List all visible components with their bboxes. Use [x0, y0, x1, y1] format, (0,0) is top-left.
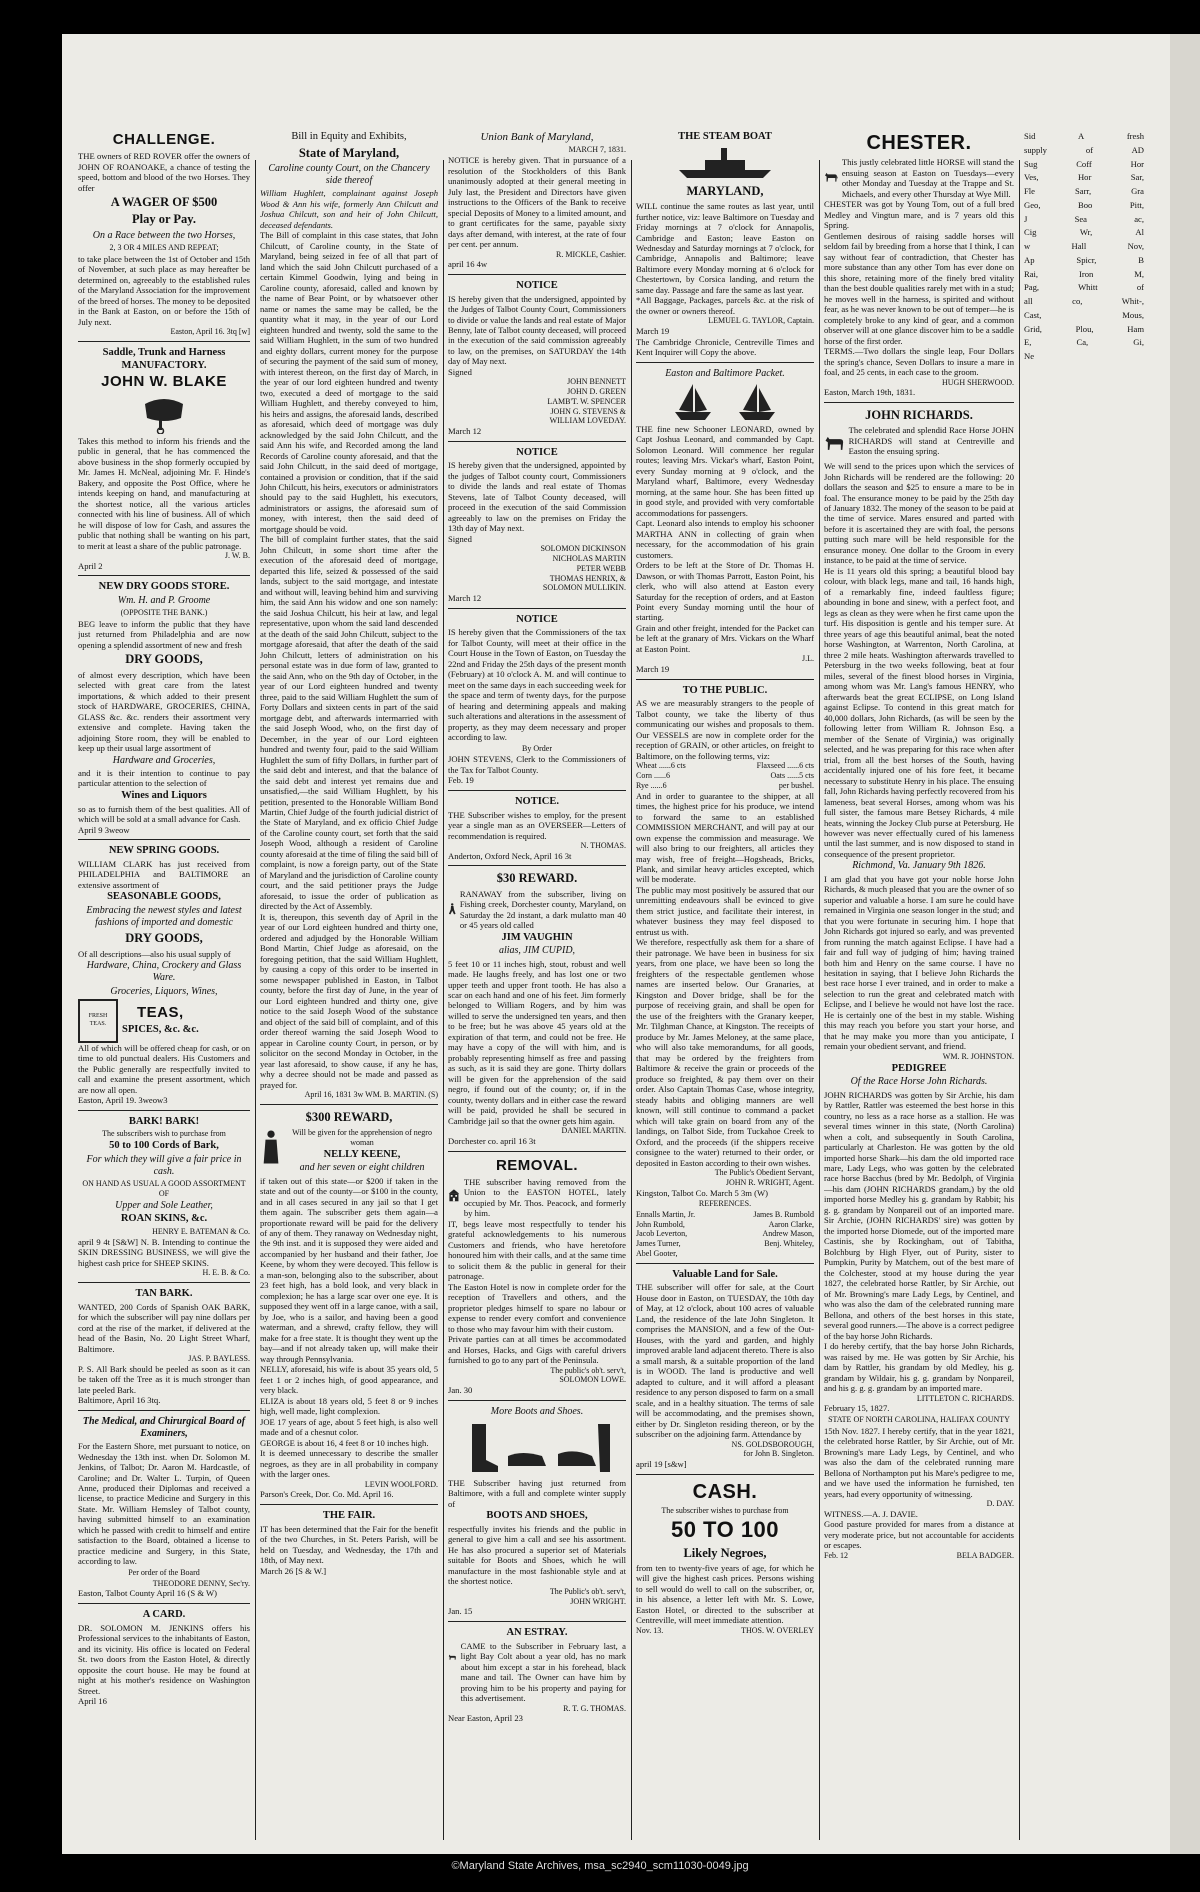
ad-signature: JAS. P. BAYLESS.	[188, 1353, 250, 1363]
freight-rate-row	[636, 781, 814, 791]
ad-text: april 9 4t [S&W] N. B. Intending to continue the SKIN DRESSING BUSINESS, we will give the highest cash price for SHEEP SKINS.	[78, 1236, 250, 1268]
ad-title: $30 REWARD.	[496, 871, 578, 886]
figure-icon	[260, 1127, 282, 1167]
ad-name: JIM VAUGHIN	[501, 931, 573, 943]
ad-subhead: Wines and Liquors	[121, 789, 207, 801]
removal-header	[448, 1177, 626, 1219]
ad-text: The bill of complaint further states, that the said John Chilcutt, in some short time after the execution of the aforesaid deed of mortgage, departed this life, seized & possessed of the said lands, subject to the said mortgage, and intestate and without will, leaving behind him and surviving him, the said Ann his widow and one son namely: the said Joshua Chilcutt, his heir at law, and legal representative, upon whom the said land descended at the death of the said John Chilcutt, subject to the mortgage aforesaid, that after the death of the said John Chilcutt, letters of administration on his personal estate was in due form of law, granted to the said Ann, who on the 9th day of October, in the year of our Lord eighteen hundred and twenty three, paid to the said William Hughlett the sum of Forty Dollars and sixteen cents in part of the said mortgage debt, and afterwards intermarried with the said Joseph Wood, who, on the first day of December, in the year of our Lord eighteen hundred and twenty four, paid to the said William Hughlett the sum of fifty Dollars, in further part of the said debt and interest, and that the balance of the said debt and interest yet remains due and unsatisfied,—the said William Hughlett, by his petition, presented to the Honorable William Bond Martin, Chief Judge of the fourth judicial district of the State of Maryland, and ex officio Chief Judge of the Caroline county court, set forth that the said Joseph Wood, although a resident of Caroline county aforesaid at the time of filing the said bill of complaint, is now a foreign party, out of the State of Maryland and the jurisdiction of Caroline county court, and the said petitioner prays the Judge aforesaid, to issue the order of publication as directed by the Act of Assembly.	[260, 534, 438, 912]
ad-date: Nov. 13.	[636, 1625, 664, 1635]
archive-credit: ©Maryland State Archives, msa_sc2940_scm11030-0049.jpg	[451, 1860, 749, 1872]
ad-subhead: REFERENCES.	[698, 1199, 752, 1209]
column-6-partial	[1024, 130, 1144, 1835]
ad-name: MARYLAND,	[686, 183, 764, 198]
ad-signature: J. W. B.	[224, 551, 250, 561]
reference-name: Jacob Leverton,	[636, 1229, 688, 1239]
card-ad	[78, 1609, 250, 1711]
ad-text: It is deemed unnecessary to describe the smaller negroes, as they are in all probability in company with the larger ones.	[260, 1448, 438, 1480]
ad-signature: DANIEL MARTIN.	[561, 1126, 626, 1136]
ad-text: The public may most positively be assured that our unremitting endeavours shall be evinced to give them strict justice, and facilitate their interest, in whatever business they may feel disposed to entrust us with.	[636, 884, 814, 937]
ad-text: Private parties can at all times be accommodated and Horses, Hacks, and Gigs with careful drivers furnished to go to any part of the Peninsula.	[448, 1334, 626, 1366]
ad-signature: SOLOMON LOWE.	[559, 1375, 626, 1385]
ad-subhead: 2, 3 OR 4 MILES AND REPEAT;	[109, 242, 219, 252]
ad-text: CAME to the Subscriber in February last, a light Bay Colt about a year old, has no mark about him except a star in his forehead, black mane and tail. The Owner can have him by proving him to be his property and paying for this advertisement.	[460, 1640, 626, 1704]
ad-subhead: and her seven or eight children	[299, 1162, 425, 1174]
ad-date: February 15, 1827.	[824, 1403, 890, 1414]
reference-name: Andrew Mason,	[762, 1229, 814, 1239]
ad-text: I am glad that you have got your noble horse John Richards, & much pleased that you are the owner of so superior and valuable a horse. I am sure he could have remained in Virginia one season longer in the stud; and that you were fortunate in securing him. I hope that John Richards got injured so early, and was prevented from running the match against Eclipse. I have had a fair and full way of judging of him; having trained both him and Henry on the same course. I have no hesitation in saying, that I believe John Richards the best race horse I ever trained, and in order to make a selection to run the great and celebrated match with Eclipse, and I believe he would not have lost the race. He is certainly one of the best in my stable. Wishing this may reach you before you start your horse, and that he may make you more than you anticipate, I remain your obedient servant, and friend.	[824, 873, 1014, 1052]
column-3	[448, 130, 626, 1835]
ad-title: $300 REWARD,	[305, 1109, 393, 1124]
ad-text: GEORGE is about 16, 4 feet 8 or 10 inches high.	[260, 1437, 429, 1448]
ad-headline: TEAS,	[137, 1004, 184, 1022]
ad-subhead: For which they will give a fair price in cash.	[86, 1153, 242, 1178]
chester-header	[824, 157, 1014, 199]
reference-row	[636, 1220, 814, 1230]
rate-cell: Wheat ......6 cts	[636, 761, 686, 771]
ad-text: CHESTER was got by Young Tom, out of a full bred Medley and Vingtun mare, and is 7 years old this Spring.	[824, 199, 1014, 231]
ad-text: JOHN RICHARDS was gotten by Sir Archie, his dam by Rattler, Rattler was esteemed the best horse in this country, no less as a race horse as a stallion. He was several times winner in this state, (North Carolina) when a colt, and subsequently in South Carolina, particularly at Charleston. He was gotten by the old imported horse Shark—his dam the old imported race mare, Lady Legs, who was gotten by the celebrated race horse Bacchus (bred by Mr. Bedolph, of Virginia—his dam (JOHN RICHARDS grandam,) by the old imported horse Medley his g. grandam by Rabbit; his g. g. grandam by Nonpareil out of an imported mare. Sir Archie, (JOHN RICHARDS' sire) was gotten by the imported horse Diomede, out of the imported mare Castinis, she by Rockingham, out of Tabitha, Bolchburg by High Flyer, out of Purity, sister to Pumpkin, Purity by Matchem, out of the best mare of the Colchester, stood at my house during the year 1827, the celebrated horse Rattler, by Sir Archie, out of Mr. Browning's mare Lady Legs, by Centinel, and who was also the dam of the celebrated running mare Bellona, and others of the best horses in this state, several good runners.—The above is a correct pedigree of the bay horse John Richards.	[824, 1089, 1014, 1341]
ad-text: For the Eastern Shore, met pursuant to notice, on Wednesday the 13th inst. when Dr. Solomon M. Jenkins, of Talbot; Dr. Aaron M. Hardcastle, of Caroline; and Dr. Walter L. Turpin, of Queen Anne, produced their Diplomas and received a license, to practice Medicine and Surgery in this State. Mr. William Hemsley of Talbot county, having submitted himself to an examination which he passed with credit to himself and entire satisfaction to the Board, obtained a license to practice medicine and Surgery, in this State, according to law.	[78, 1441, 250, 1567]
ad-date: April 9 3weow	[78, 824, 130, 835]
ad-text: ELIZA is about 18 years old, 5 feet 8 or 9 inches high, well made, light complexion.	[260, 1395, 438, 1417]
ad-title: Saddle, Trunk and Harness MANUFACTORY.	[102, 346, 226, 371]
ad-text: NOTICE is hereby given. That in pursuance of a resolution of the Stockholders of this Bank unanimously adopted at their general meeting in July last, the President and Directors have given instructions to the Officers of the Bank to receive special Deposits of Money to a limited amount, and to grant certificates for the same, payable sixty days after demand, with interest, at the rate of four per cent. per annum.	[448, 155, 626, 250]
ad-signature: THOS. W. OVERLEY	[741, 1625, 814, 1635]
ad-text: WILL continue the same routes as last year, until further notice, viz: leave Baltimore on Tuesday and Friday mornings at 7 o'clock for Annapolis, Cambridge and Easton; leave Easton on Wednesday and Saturday mornings at 7 o'clock, for Cambridge, Annapolis and Baltimore; leave Baltimore every Monday morning at 6 o'clock for Chestertown, by Corsica landing, and return the same day. Passage and fare the same as last year.	[636, 201, 814, 295]
ad-subhead: STATE OF NORTH CAROLINA, HALIFAX COUNTY	[828, 1414, 1010, 1424]
ad-signature: HUGH SHERWOOD.	[942, 377, 1014, 387]
tan-bark-ad	[78, 1288, 250, 1411]
ad-date: Baltimore, April 16 3tq.	[78, 1395, 161, 1406]
signer-name: NICHOLAS MARTIN	[552, 554, 626, 564]
ad-signature: JOHN R. WRIGHT, Agent.	[725, 1177, 814, 1187]
cash-ad	[636, 1480, 814, 1640]
schooner-illustration	[636, 382, 814, 422]
ad-text: P. S. All Bark should be peeled as soon as it can be taken off the Tree as it is much stronger than late peeled Bark.	[78, 1363, 250, 1395]
reference-name: James Turner,	[636, 1239, 681, 1249]
reward-header	[448, 889, 626, 931]
ad-subhead: Caroline county Court, on the Chancery side thereof	[268, 163, 430, 187]
medical-board-ad	[78, 1416, 250, 1604]
ad-date: Jan. 15	[448, 1606, 473, 1617]
ad-date: Easton, Talbot County April 16 (S & W)	[78, 1588, 217, 1599]
ad-title: Bill in Equity and Exhibits,	[291, 131, 407, 142]
ad-subhead: Embracing the newest styles and latest fashions of imported and domestic	[86, 905, 242, 929]
column-rule	[443, 160, 444, 1840]
ad-title: CASH.	[692, 1480, 758, 1503]
ad-date: Feb. 19	[448, 775, 474, 786]
ad-signature: R. T. G. THOMAS.	[563, 1703, 626, 1713]
ad-text: and it is their intention to continue to pay particular attention to the selection of	[78, 767, 250, 789]
nelly-keene-reward-ad	[260, 1110, 438, 1505]
ad-headline: SEASONABLE GOODS,	[107, 891, 221, 903]
ad-title: Union Bank of Maryland,	[480, 131, 594, 143]
ad-title: More Boots and Shoes.	[490, 1405, 584, 1417]
newspaper-sheet	[78, 130, 1146, 1835]
estray-header	[448, 1641, 626, 1704]
notice-stevens-ad	[448, 447, 626, 609]
ad-title: NEW DRY GOODS STORE.	[98, 581, 230, 593]
letter-dateline: Richmond, Va. January 9th 1826.	[852, 860, 986, 872]
ad-date: Easton, March 19th, 1831.	[824, 387, 916, 398]
signer-name: THOMAS HENRIX, &	[549, 573, 626, 583]
ad-text: to take place between the 1st of October and 15th of November, at such place as may hereafter be determined on, agreeably to the established rules of the Maryland Association for the improvement of the breed of horses. The money to be deposited in the Bank at Easton, on or before the 15th of July next.	[78, 253, 250, 327]
ad-date: Kingston, Talbot Co. March 5 3m (W)	[636, 1187, 768, 1198]
saddle-illustration	[78, 394, 250, 434]
ad-text: IT, begs leave most respectfully to tender his grateful acknowledgements to his numerous Customers and friends, who have heretofore honoured him with their calls, and at the same time to solicit them & the public in general for their patronage.	[448, 1218, 626, 1282]
ad-subhead: (OPPOSITE THE BANK.)	[120, 608, 208, 618]
ad-date: Anderton, Oxford Neck, April 16 3t	[448, 850, 572, 861]
ad-subhead: Of the Race Horse John Richards.	[850, 1076, 988, 1088]
john-richards-ad	[824, 408, 1014, 1565]
land-sale-ad	[636, 1269, 814, 1475]
ad-subhead: Groceries, Liquors, Wines,	[110, 985, 218, 997]
ad-date: april 16 4w	[448, 259, 488, 270]
ad-signature: LEVIN WOOLFORD.	[364, 1479, 438, 1489]
ad-title: REMOVAL.	[495, 1156, 579, 1174]
ad-text: THE owners of RED ROVER offer the owners of JOHN OF ROANOAKE, a chance of testing the speed, bottom and blood of the two Horses. They offer	[78, 151, 250, 193]
signature-row	[824, 1551, 1014, 1561]
ad-text: IS hereby given that the Commissioners of the tax for Talbot County, will meet at their office in the Court House in the Town of Easton, on Tuesday the 22nd and Friday the 25th days of the present month (February) at 10 o'clock A. M. and will continue to meet on the same days in each succeeding week for the space and term of twenty days, for the purpose of hearing and determining appeals and making such alterations and alterations in the assessment of property, as they may deem necessary and proper according to law.	[448, 627, 626, 743]
ad-text: Orders to be left at the Store of Dr. Thomas H. Dawson, or with Thomas Parrott, Easton Point, his clerk, who will also attend at Easton every Saturday for the reception of orders, and at Easton Point every Sunday morning until the hour of starting.	[636, 560, 814, 623]
ad-date: Near Easton, April 23	[448, 1713, 523, 1724]
ad-text: WILLIAM CLARK has just received from PHILADELPHIA and BALTIMORE an extensive assortment of	[78, 858, 250, 890]
ad-text: The celebrated and splendid Race Horse JOHN RICHARDS will stand at Centreville and Easton the ensuing spring.	[848, 425, 1014, 457]
ad-date: Easton, April 19. 3weow3	[78, 1095, 168, 1106]
ad-subhead: alias, JIM CUPID,	[498, 945, 576, 957]
ad-text: By Order	[522, 743, 552, 753]
ad-date: March 19	[636, 664, 670, 675]
horse-icon	[824, 157, 838, 197]
ad-text: It is, thereupon, this seventh day of April in the year of our Lord eighteen hundred and thirty one, ordered and adjudged by the Honorable William Bond Martin, Chief Judge as aforesaid, on the foregoing petition, that the said William Hughlett, by causing a copy of this order to be inserted in some newspaper published in Easton, in Talbot county, before the first day of June, in the year of our Lord eighteen hundred and thirty one, give notice to the said Joseph Wood of the substance and object of the said bill of complaint, and of this order thereof warning the said Joseph Wood to appear in Caroline county Court, in person, or by solicitor on the second Monday in October, in the year last aforesaid, to show cause, if any he has, why a decree should not be made and passed as prayed for.	[260, 911, 438, 1090]
ad-date: Feb. 12	[824, 1550, 848, 1560]
reference-row	[636, 1249, 814, 1259]
ad-signature: April 16, 1831 3w WM. B. MARTIN. (S)	[304, 1090, 438, 1100]
ad-signature: D. DAY.	[986, 1499, 1014, 1509]
ad-signature: BELA BADGER.	[956, 1550, 1014, 1560]
ad-title: The Medical, and Chirurgical Board of Examiners,	[82, 1415, 246, 1439]
ad-text: NELLY, aforesaid, his wife is about 35 years old, 5 feet 1 or 2 inches high, of good appearance, and very black.	[260, 1364, 438, 1396]
ad-headline: Play or Pay.	[131, 212, 196, 227]
partial-column-text: Sid A fresh supply of AD Sug Coff Hor Ves, Hor Sar, Fle Sarr, Gra Geo, Boo Pitt, J Sea ac, Cig Wr, Al w Hall Nov, Ap Spicr, B Rai, Iron M, Pag, Whitt of all co, Whit-, Cast, Mous, Grid, Plou, Ham E, Ca, Gi, Ne	[1024, 131, 1144, 361]
ad-subhead: Upper and Sole Leather,	[115, 1199, 213, 1211]
ad-text: *All Baggage, Packages, parcels &c. at the risk of the owner or owners thereof.	[636, 295, 814, 316]
ad-title: NOTICE	[516, 446, 558, 458]
ad-subhead: Hardware and Groceries,	[112, 754, 216, 766]
ad-name: Wm. H. and P. Groome	[117, 595, 211, 607]
ad-title: Easton and Baltimore Packet.	[665, 367, 785, 379]
ad-headline: A WAGER OF $500	[110, 195, 218, 210]
ad-text: if taken out of this state—or $200 if taken in the state and out of the county—or $100 in the county, and in all cases secured in any jail so that I get them again. The subscriber gets them again—a proportionate reward will be paid for the delivery of any of them. They ranaway on Wednesday night, the 9th inst. and it is supposed they were aided and accompanied by her husband and their father, Joe Keene, by whom they were decoyed. This fellow is a man-son, belonging also to the subscriber, about 23 feet high, has a bold look, and very black in complexion; he has a large scar over one eye. It is supposed they went off in a large canoe, with a sail, by Joe, who is a sailor, and having been a good waterman, and a shrewd, crafty fellow, they will make for a free state. It is thought they went up the bay—and if not already taken up, will make their way through Pennsylvania.	[260, 1175, 438, 1364]
rate-cell: Flaxseed ......6 cts	[756, 761, 814, 771]
ad-signature: JOHN WRIGHT.	[570, 1596, 626, 1606]
ad-title: JOHN RICHARDS.	[865, 407, 973, 422]
ad-text: Gentlemen desirous of raising saddle horses will seldom fail by breeding from a horse that I think, I can say without fear of contradiction, that Chester has more substance than any other Tom has ever done on this shore, retaining more of the finely bred vitality than the best double qualities rarely met with in a stud; he moves well in the harness, is spirited and without fear, as he was never known to be out of temper—he is completely broke to any kind of gear, and a common observer will at one glance discover him to be a saddle horse of the first order.	[824, 230, 1014, 346]
ad-subhead: Hardware, China, Crockery and Glass Ware.	[86, 960, 242, 984]
ad-title: NOTICE	[516, 613, 558, 625]
ad-text: He is 11 years old this spring; a beautiful blood bay colour, with black legs, mane and tail, 16 hands high, of a remarkably fine, indeed faultless figure; abounding in bone and sinew, with a perfect foot, and legs as clean as they were when he first came upon the turf. His disposition is gentle and his temper sure. At three years of age this beautiful animal, beat the noted horse Washington, at Warrenton, North Carolina, at three 2 mile heats. Washington afterwards travelled to Petersburg in the two weeks following, beat at four miles, several of the finest blood horses in Virginia, among whom was Mr. Lang's famous HENRY, who afterwards beat the great ECLIPSE, on Long Island against Eclipse. To contend in this great match for 40,000 dollars, John Richards, (as will be seen by the following letter from William R. Johnson Esq. a member of the Senate of Virginia,) was originally selected, and he was preparing for this race when after trial, from all the best horses of the South, having accidentally injured one of his fore feet, it became necessary to substitute Henry in his place. The ensuing fall, John Richards having perfectly recovered from his lameness, beat several Horses, among whom was his full sister, the famous mare Betsey Richards, 4 mile heats, winning the Jockey Club purse at Petersburg. He however was never effectually cured of his lameness until the last summer, and is now disposed to stand in consequence of the present proprietor.	[824, 565, 1014, 859]
to-the-public-ad	[636, 685, 814, 1264]
signer-name: JOHN G. STEVENS &	[550, 406, 626, 416]
freight-rate-row	[636, 761, 814, 771]
reference-row	[636, 1239, 814, 1249]
ad-signature: J.L.	[802, 654, 814, 664]
column-2	[260, 130, 438, 1835]
ad-text: IT has been determined that the Fair for the benefit of the two Churches, in St. Peters Parish, will be held on Tuesday, and Wednesday, the 17th and 18th, of May next.	[260, 1523, 438, 1566]
ad-text: TERMS.—Two dollars the single leap, Four Dollars the spring's chance, Seven Dollars to insure a mare in foal, and 25 cents, in each case to the groom.	[824, 346, 1014, 378]
reference-name: Aaron Clarke,	[768, 1219, 814, 1229]
ad-text: 5 feet 10 or 11 inches high, stout, robust and well made. He laughs freely, and has lost one or two upper teeth and upper front tooth. He has also a scar on each hand and one of his feet. Jim formerly belonged to William Rogers, and by him was willed to serve the undersigned ten years, and then to be free; but he was above 45 years old at the expiration of that term, and could not be free. He may have a copy of the will with him, and is probably representing himself as free and passing as such, as it is said they are gone. Thirty dollars will be given for the apprehension of the said negro, if found out of the county; or, if in the county, twenty dollars and in either case the reward will be paid, provided he shall be secured in Cambridge jail so that the owner gets him again.	[448, 958, 626, 1126]
ad-signature: LEMUEL G. TAYLOR, Captain.	[708, 316, 814, 326]
ad-text: Will be given for the apprehension of negro woman	[292, 1128, 432, 1147]
ad-text: IS hereby given that the undersigned, appointed by the Judges of Talbot County Court, Commissioners to divide or value the lands and real estate of Major Benny, late of Talbot county deceased, will proceed in the execution of the said commission agreeably to law, on the premises, on SATURDAY the 14th day of May next.	[448, 293, 626, 367]
fair-ad	[260, 1510, 438, 1580]
steamboat-ad	[636, 131, 814, 363]
ad-text: The public's ob't. serv't,	[550, 1365, 626, 1375]
boots-illustration	[448, 1420, 626, 1476]
ad-text: Good pasture provided for mares from a distance at very moderate price, but not accountable for accidents or escapes.	[824, 1519, 1014, 1551]
packet-ad	[636, 368, 814, 680]
ad-date: April 16	[78, 1696, 107, 1707]
ad-date: April 2	[78, 560, 103, 571]
ad-date: april 19 [s&w]	[636, 1459, 687, 1470]
column-5	[824, 130, 1014, 1835]
signer-name: PETER WEBB	[576, 563, 626, 573]
challenge-ad	[78, 131, 250, 342]
ad-signature: for John B. Singleton.	[743, 1449, 814, 1459]
ad-text: of almost every description, which have been selected with great care from the latest importations, & which added to their present stock of HARDWARE, GROCERIES, CHINA, GLASS &c. &c. renders their assortment very extensive and complete. Having taken the adjoining Store room, they will be enabled to keep up their usual large assortment of	[78, 669, 250, 754]
ad-text: The Cambridge Chronicle, Centreville Times and Kent Inquirer will Copy the above.	[636, 336, 814, 358]
signer-name: JOHN BENNETT	[567, 377, 626, 387]
ad-signature: R. MICKLE, Cashier.	[556, 249, 626, 259]
ad-text: THE fine new Schooner LEONARD, owned by Capt Joshua Leonard, and commanded by Capt. Solomon Leonard. Will commence her regular routes; leaving Mrs. Vickar's wharf, Easton Point, every Sunday morning at 9 o'clock, and the Maryland wharf, Baltimore, every Wednesday morning, at the same hour. She has been fitted up in good style, and provided with very comfortable accommodations for passengers.	[636, 423, 814, 518]
ad-subhead: On a Race between the two Horses,	[92, 229, 236, 241]
column-4	[636, 130, 814, 1835]
ad-text: Grain and other freight, intended for the Packet can be left at the granary of Mrs. Vickars on the Wharf at Easton Point.	[636, 622, 814, 654]
ad-date: March 12	[448, 426, 482, 437]
ad-text: The Public's Obedient Servant,	[714, 1168, 814, 1178]
ad-text: Of all descriptions—also his usual supply of	[78, 948, 231, 959]
runaway-figure-icon	[448, 889, 456, 929]
signature-row	[636, 1626, 814, 1636]
reference-name: John Rumbold,	[636, 1219, 685, 1229]
next-page-edge	[1170, 34, 1200, 1854]
reference-row	[636, 1229, 814, 1239]
ad-date: Jan. 30	[448, 1385, 473, 1396]
ad-headline: 50 to 100 Cords of Bark,	[109, 1140, 219, 1152]
ad-text: This justly celebrated little HORSE will stand the ensuing season at Easton on Tuesdays—every other Monday and Tuesday at the Trappe and St. Michaels, and every other Thursday at Wye Mill.	[841, 157, 1014, 199]
removal-ad	[448, 1157, 626, 1401]
rate-cell: Corn ......6	[636, 771, 670, 781]
ad-text: AS we are measurably strangers to the people of Talbot county, we take the liberty of thus communicating our wishes and proposals to them. Our VESSELS are now in complete order for the reception of GRAIN, or other articles, on freight to Baltimore, on the following terms, viz:	[636, 698, 814, 761]
ad-title: Valuable Land for Sale.	[672, 1268, 778, 1280]
ad-text: RANAWAY from the subscriber, living on Fishing creek, Dorchester county, Maryland, on Saturday the 2d instant, a dark mulatto man 40 or 45 years old called	[459, 888, 626, 931]
equity-bill-ad	[260, 131, 438, 1105]
ad-headline: Likely Negroes,	[683, 1545, 767, 1560]
richards-header	[824, 425, 1014, 461]
ad-text: The Bill of complaint in this case states, that John Chilcutt, of Caroline county, in the State of Maryland, being seized in fee of all that part of land which the said John Chilcutt purchased of a certain Kimmel Goodwin, lying and being in Caroline county, aforesaid, called and known by the name of Bear Point, or by whatsoever other name or names the same may be called, be the quantity what it may, in the year of our Lord eighteen hundred and twenty, sold the same to the said William Hughlett, in the sum of two hundred and eighty dollars, current money for the purpose of securing the payment of the said sum of money, with interest thereon, on the first day of March, in the year of our lord eighteen hundred and twenty two, executed a deed of mortgage to the said William Hughlett, and thereby conveyed to him, his heirs and assigns, the aforesaid lands, described as aforesaid, which deed of mortgage was duly acknowledged by the said John Chilcutt, and the said Ann his wife, and Recorded among the land Records of Caroline county aforesaid, and that the said John Chilcutt, in the said deed of mortgage, contained a provision or condition, that if the said John Chilcutt, his heirs, executors or administrators should pay to the said Hughlett, his executors, administrators or assigns, the aforesaid sum of money, with interest, then the said deed of mortgage should be void.	[260, 230, 438, 534]
hotel-building-icon	[448, 1177, 460, 1213]
ad-title: TO THE PUBLIC.	[682, 684, 768, 696]
notice-tax-ad	[448, 614, 626, 791]
ad-text: The Easton Hotel is now in complete order for the reception of Travellers and others, and the proprietor pledges himself to spare no labour or expense to render every comfort and convenience to those who may favour him with their custom.	[448, 1281, 626, 1334]
ad-text: WANTED, 200 Cords of Spanish OAK BARK, for which the subscriber will pay nine dollars per cord at the rise of the market, if delivered at the head of the Basin, No. 20 Light Street Wharf, Baltimore.	[78, 1301, 250, 1354]
ad-date: Easton, April 16. 3tq [w]	[170, 327, 250, 337]
ad-signature: THEODORE DENNY, Sec'ry.	[152, 1578, 250, 1588]
rate-cell: Oats ......5 cts	[770, 771, 814, 781]
notice-overseer-ad	[448, 796, 626, 866]
rate-cell: Rye ......6	[636, 780, 667, 790]
ad-signature: JOHN STEVENS, Clerk to the Commissioners of the Tax for Talbot County.	[448, 754, 626, 775]
ad-text: The subscribers wish to purchase from	[102, 1129, 226, 1139]
dry-goods-ad	[78, 581, 250, 840]
ad-title: NOTICE	[516, 279, 558, 291]
ad-text: We therefore, respectfully ask them for a share of their patronage. We have been in business for six years, from one place, we have been so long the freighters of the respectable gentlemen whose names are inserted below. Our Granaries, at Kingston and Dover bridge, shall be for the purpose of receiving grain, and shall be open for the use of the freighters with the Granary keeper, Mr. Tilghman Chance, at Kingston. The receipts of produce by Mr. James Meloney, at the same place, who will also take memorandums, for all goods, that may be ordered by the freighters from Baltimore & receive the grain or proceeds of the produce so freighted, & pay them over on their order. Also Captain Thomas Case, whose integrity, steady habits and obliging manners are well known, will still continue to command a packet which will take grain on board from any of the landings, on Talbot Side, from Tuckahoe Creek to Oxford, and the proceeds (if the shippers receive consignee to the water) returned to their order, or deposited in Easton according to their own wishes.	[636, 937, 814, 1168]
ad-title: CHALLENGE.	[112, 131, 216, 148]
ad-date: MARCH 7, 1831.	[568, 145, 626, 155]
ad-headline: ROAN SKINS, &c.	[120, 1213, 208, 1225]
column-rule	[631, 160, 632, 1840]
ad-text: Takes this method to inform his friends and the public in general, that he has commenced the above business in the shop formerly occupied by Mr. James H. McNeal, adjoining Mr. F. Hinde's Bakery, and opposite the Post Office, where he intends keeping on hand, and manufacturing at the shortest notice, all the various articles connected with his line of business. All of which he will dispose of low for Cash, and assures the public that nothing shall be wanting on his part, to merit at least a share of the public patronage.	[78, 435, 250, 551]
ad-title: A CARD.	[142, 1608, 186, 1620]
ad-headline: DRY GOODS,	[125, 652, 203, 667]
ad-date: March 19	[636, 326, 670, 337]
reference-name: Benj. Whiteley,	[764, 1239, 814, 1249]
bark-ad	[78, 1116, 250, 1283]
spring-goods-ad	[78, 845, 250, 1111]
ad-text: so as to furnish them of the best qualities. All of which will be sold at a small advance for Cash.	[78, 803, 250, 825]
ad-headline: SPICES, &c. &c.	[122, 1024, 199, 1036]
ad-text: Per order of the Board	[128, 1567, 200, 1577]
ad-text: BEG leave to inform the public that they have just returned from Philadelphia and are now opening a splendid assortment of new and fresh	[78, 619, 250, 650]
column-rule	[1019, 160, 1020, 1840]
ad-date: Dorchester co. april 16 3t	[448, 1136, 536, 1147]
signer-name: LAMB'T. W. SPENCER	[547, 396, 626, 406]
ad-headline: BOOTS AND SHOES,	[486, 1510, 588, 1522]
ad-title: THE STEAM BOAT	[678, 131, 772, 142]
ad-text: DR. SOLOMON M. JENKINS offers his Professional services to the inhabitants of Easton, and its vicinity. His office is located on Federal St. two doors from the Easton Hotel, & directly opposite the court house. He may be found at night at his mother's residence on Washington Street.	[78, 1622, 250, 1696]
ad-text: 15th Nov. 1827. I hereby certify, that in the year 1821, the celebrated horse Rattler, by Sir Archie, out of Mr. Browning's mare Lady Legs, by Centinel, and who was also the dam of the celebrated running mare Bellona of Northampton put his Mare's pedigree to me, and we have used the information he furnished, ten years, had every opportunity of witnessing.	[824, 1425, 1014, 1499]
ad-text: IS hereby given that the undersigned, appointed by the judges of Talbot county court, Commissioners to divide the lands and real estate of Thomas Stevens, late of Talbot County deceased, will proceed in the execution of the said Commission agreeably to law on the premises on Friday the 13th day of May next.	[448, 460, 626, 534]
ad-title: CHESTER.	[866, 132, 972, 154]
freight-rate-row	[636, 771, 814, 781]
ad-signature: LITTLETON C. RICHARDS.	[916, 1393, 1014, 1403]
ad-text: THE subscriber having removed from the Union to the EASTON HOTEL, lately occupied by Mr. Thos. Peacock, and formerly by him.	[463, 1176, 626, 1219]
ad-name: NELLY KEENE,	[323, 1148, 401, 1160]
ad-signature: NS. GOLDSBOROUGH,	[731, 1439, 814, 1449]
ad-text: THE Subscriber wishes to employ, for the present year a single man as an OVERSEER—Letters of recommendation is required.	[448, 809, 626, 841]
ad-signature: H. E. B. & Co.	[202, 1268, 250, 1278]
ad-headline: State of Maryland,	[298, 145, 400, 160]
ad-text: Capt. Leonard also intends to employ his schooner MARTHA ANN in collecting of grain when necessary, for the accommodation of his grain customers.	[636, 518, 814, 560]
ad-title: THE FAIR.	[322, 1509, 376, 1521]
ad-text: Signed	[448, 533, 472, 544]
saddle-ad	[78, 347, 250, 576]
ad-title: TAN BARK.	[135, 1287, 193, 1299]
column-1	[78, 130, 250, 1835]
ad-headline: 50 TO 100	[670, 1516, 780, 1542]
boots-shoes-ad	[448, 1406, 626, 1622]
reference-name: Ennalls Martin, Jr.	[636, 1209, 696, 1219]
ad-name: JOHN W. BLAKE	[101, 373, 227, 391]
ad-text: Signed	[448, 366, 472, 377]
ad-text: WITNESS.—A. J. DAVIE.	[824, 1508, 918, 1519]
signer-name: WILLIAM LOVEDAY.	[549, 416, 626, 426]
ad-text: And in order to guarantee to the shipper, at all times, the highest price for his produce, we intend to forward the same to an established COMMISSION MERCHANT, and will pay at our own expense the commission and measurage. We will also bring to our freighters, all articles they may wish, free of freight—Hogsheads, Bricks, Plank, and similar heavy articles excepted, which will be moderate.	[636, 790, 814, 885]
horse-icon	[824, 425, 845, 461]
chester-ad	[824, 131, 1014, 403]
ad-date: March 26 [S & W.]	[260, 1565, 327, 1576]
signer-name: SOLOMON MULLIKIN.	[542, 583, 626, 593]
reference-row	[636, 1210, 814, 1220]
ad-date: March 12	[448, 593, 482, 604]
ad-subhead: ON HAND AS USUAL A GOOD ASSORTMENT OF	[82, 1179, 246, 1199]
ad-signature: N. THOMAS.	[580, 841, 626, 851]
ad-text: William Hughlett, complainant against Joseph Wood & Ann his wife, formerly Ann Chilcutt and Joshua Chilcutt, son and heir of John Chilcutt, deceased defendants.	[260, 188, 438, 230]
notice-bennett-ad	[448, 280, 626, 442]
signer-name: JOHN D. GREEN	[567, 387, 626, 397]
ad-text: The subscriber wishes to purchase from	[661, 1505, 789, 1515]
ad-text: JOE 17 years of age, about 5 feet high, is also well made and of a chesnut color.	[260, 1416, 438, 1438]
estray-ad	[448, 1627, 626, 1728]
ad-title: BARK! BARK!	[128, 1115, 200, 1127]
ad-headline: DRY GOODS,	[125, 931, 203, 946]
ad-text: We will send to the prices upon which the services of John Richards will be rendered are the following: 20 dollars the season and $25 to ensure a mare to be in foal. The ensurance money to be paid by the 25th day of January 1832. The money of the season to be paid at the time of service. Mares ensured and parted with before it is ascertained they are with foal, the persons putting such mare will be held responsible for the ensurance money. One dollar to the Groom in every instance, to be paid at the time of service.	[824, 461, 1014, 566]
teas-row	[78, 999, 250, 1043]
ad-text: The Public's ob't. serv't,	[549, 1586, 626, 1596]
column-rule	[255, 160, 256, 1840]
ad-text: respectfully invites his friends and the public in general to give him a call and see his assortment. He has also procured a superior set of Materials suitable for Boots and Shoes, which he will manufacture in the most fashionable style and at the shortest notice.	[448, 1523, 626, 1587]
ad-title: NEW SPRING GOODS.	[108, 844, 220, 856]
rate-cell: per bushel.	[778, 780, 814, 790]
signer-name: SOLOMON DICKINSON	[540, 544, 626, 554]
ad-signature: WM. R. JOHNSTON.	[942, 1051, 1014, 1061]
colt-icon	[448, 1641, 457, 1673]
reference-name: James B. Rumbold	[753, 1209, 814, 1219]
tea-chest-icon: FRESH TEAS.	[78, 999, 118, 1043]
steamboat-illustration	[636, 146, 814, 182]
ad-text: THE subscriber will offer for sale, at the Court House door in Easton, on TUESDAY, the 10th day of May, at 12 o'clock, about 100 acres of valuable Land, the residence of the late John Singleton. It comprises the MANSION, and a few of the Out-Houses, with the yard and garden, and highly improved arable land adjacent thereto. There is also a small marsh, & a suitable proportion of the land is in WOOD. The land is productive and well adapted to culture, and it will afford a pleasant residence to any person disposed to farm on a small scale, and in a healthy situation. The terms of sale will be accommodating, and the premises shown, either by Dr. Singleton residing thereon, or by the subscriber on the adjoining farm. Attendance by	[636, 1282, 814, 1440]
ad-text: All of which will be offered cheap for cash, or on time to old punctual dealers. His Customers and the Public generally are respectfully invited to call and examine the present assortment, which are now all open.	[78, 1042, 250, 1095]
reward-header	[260, 1127, 438, 1175]
ad-text: THE Subscriber having just returned from Baltimore, with a full and complete winter supply of	[448, 1477, 626, 1509]
ad-date: Parson's Creek, Dor. Co. Md. April 16.	[260, 1489, 394, 1500]
ad-text: from ten to twenty-five years of age, for which he will give the highest cash prices. Persons wishing to sell would do well to call on the subscriber, or, in his absence, a letter left with Mr. S. Lowe, Easton Hotel, or directed to the subscriber at Centreville, will meet immediate attention.	[636, 1562, 814, 1626]
jim-vaughin-reward-ad	[448, 871, 626, 1151]
ad-title: NOTICE.	[514, 795, 560, 807]
reference-name: Abel Gooter,	[636, 1248, 678, 1258]
column-rule	[819, 160, 820, 1840]
ad-title: AN ESTRAY.	[506, 1626, 568, 1638]
ad-signature: HENRY E. BATEMAN & Co.	[152, 1226, 250, 1236]
union-bank-ad	[448, 131, 626, 275]
ad-text: I do hereby certify, that the bay horse John Richards, was raised by me. He was gotten by Sir Archie, his dam by Rattler, his grandam by old Medley, his g. grandam by Wildair, his g. g. grandam by Nonpareil, and his g. g. g. grandam by an imported mare.	[824, 1341, 1014, 1394]
ad-subhead: PEDIGREE	[891, 1062, 947, 1074]
